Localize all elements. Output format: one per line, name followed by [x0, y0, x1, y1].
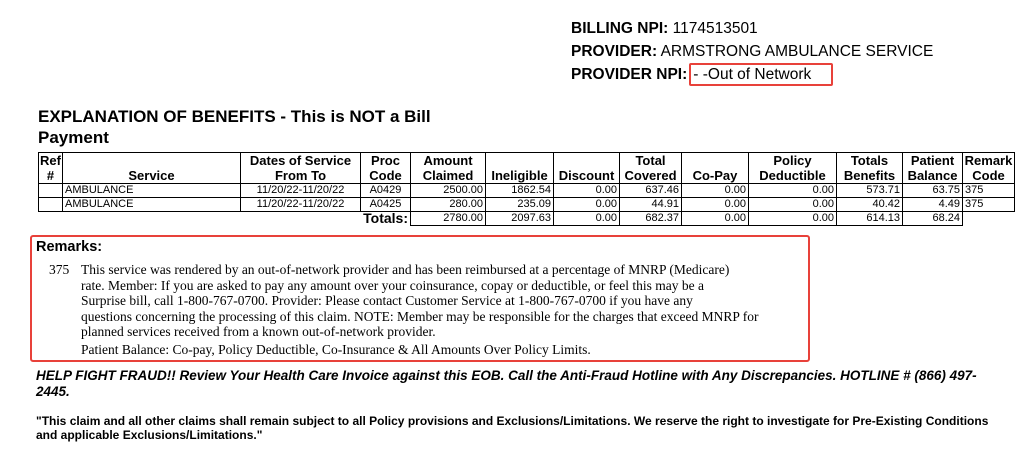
column-header — [486, 153, 554, 184]
column-header — [682, 153, 749, 184]
claims-notice: "This claim and all other claims shall remain subject to all Policy provisions and Exclusions/Limitations. We reserve the right to investigate for Pre-Existing Conditions and applicable Exclusions/Limitations." — [36, 414, 989, 442]
column-header-line: Covered — [624, 168, 677, 183]
provider-label: PROVIDER: — [571, 43, 658, 60]
billing-npi-label: BILLING NPI: — [571, 20, 669, 37]
column-header-line: Benefits — [843, 168, 896, 183]
table-cell: 0.00 — [749, 184, 837, 198]
column-header — [620, 153, 682, 184]
remark-code: 375 — [49, 262, 70, 277]
table-cell: 573.71 — [837, 184, 903, 198]
column-header-line: Patient — [910, 153, 955, 168]
totals-cell: 0.00 — [554, 212, 620, 226]
totals-cell: 0.00 — [682, 212, 749, 226]
eob-table — [38, 152, 1015, 226]
column-header — [241, 153, 361, 184]
column-header — [411, 153, 486, 184]
column-header-line: Code — [369, 168, 402, 183]
column-header-line: Co-Pay — [692, 168, 738, 183]
column-header-line: Code — [972, 168, 1005, 183]
remarks-title: Remarks: — [36, 239, 103, 255]
column-header — [554, 153, 620, 184]
table-cell: 11/20/22-11/20/22 — [241, 184, 361, 198]
column-header-line: Amount — [423, 153, 473, 168]
table-cell: 375 — [963, 184, 1015, 198]
table-cell: 4.49 — [903, 198, 963, 212]
totals-cell: 0.00 — [749, 212, 837, 226]
column-header-line: Deductible — [759, 168, 826, 183]
table-cell: 11/20/22-11/20/22 — [241, 198, 361, 212]
column-header-line: Claimed — [422, 168, 474, 183]
column-header-line: Discount — [558, 168, 615, 183]
table-cell: A0429 — [361, 184, 411, 198]
billing-npi — [571, 17, 933, 40]
column-header — [39, 153, 63, 184]
table-cell: AMBULANCE — [63, 184, 241, 198]
column-header-line: Balance — [907, 168, 958, 183]
page-title: EXPLANATION OF BENEFITS - This is NOT a Bill — [38, 107, 431, 126]
table-cell: 0.00 — [554, 184, 620, 198]
table-row — [39, 198, 1015, 212]
table-cell — [39, 198, 63, 212]
provider-value: ARMSTRONG AMBULANCE SERVICE — [660, 43, 934, 60]
column-header-line: Service — [128, 168, 175, 183]
totals-cell: 2780.00 — [411, 212, 486, 226]
column-header — [361, 153, 411, 184]
table-cell: 0.00 — [554, 198, 620, 212]
table-cell: A0425 — [361, 198, 411, 212]
table-row — [39, 184, 1015, 198]
column-header-line: Totals — [850, 153, 889, 168]
table-cell: 235.09 — [486, 198, 554, 212]
totals-blank-cell — [963, 212, 1015, 226]
remark-line: Patient Balance: Co-pay, Policy Deductible, Co-Insurance & All Amounts Over Policy Limits. — [81, 341, 591, 357]
column-header — [749, 153, 837, 184]
table-cell: 375 — [963, 198, 1015, 212]
remark-line: Surprise bill, call 1-800-767-0700. Provider: Please contact Customer Service at 1-800-767-0700 if you have any — [81, 293, 693, 309]
provider-npi-label: PROVIDER NPI: — [571, 66, 688, 83]
totals-label: Totals: — [39, 212, 411, 226]
totals-cell: 614.13 — [837, 212, 903, 226]
table-cell: 0.00 — [682, 198, 749, 212]
table-cell: AMBULANCE — [63, 198, 241, 212]
remarks-text — [81, 262, 801, 358]
table-cell: 637.46 — [620, 184, 682, 198]
provider-npi-value-highlight: - -Out of Network — [689, 63, 833, 86]
column-header-line: Total — [635, 153, 666, 168]
provider — [571, 40, 933, 63]
table-cell: 40.42 — [837, 198, 903, 212]
column-header — [63, 153, 241, 184]
table-cell: 1862.54 — [486, 184, 554, 198]
column-header — [837, 153, 903, 184]
remark-line: rate. Member: If you are asked to pay any amount over your coinsurance, copay or deductible, or feel this may be a — [81, 277, 705, 293]
fraud-notice: HELP FIGHT FRAUD!! Review Your Health Care Invoice against this EOB. Call the Anti-Fraud Hotline with Any Discrepancies. HOTLINE # (866) 497-2445. — [36, 368, 977, 399]
column-header-line: Ref — [40, 153, 61, 168]
totals-cell: 2097.63 — [486, 212, 554, 226]
column-header — [963, 153, 1015, 184]
table-cell: 280.00 — [411, 198, 486, 212]
provider-npi — [571, 63, 933, 86]
table-cell: 0.00 — [682, 184, 749, 198]
column-header-line: Proc — [371, 153, 400, 168]
section-subtitle: Payment — [38, 128, 109, 147]
remark-line: questions concerning the processing of this claim. NOTE: Member may be responsible for the charges that exceed MNRP for — [81, 308, 759, 324]
table-header-row — [39, 153, 1015, 184]
table-cell: 2500.00 — [411, 184, 486, 198]
column-header-line: Dates of Service — [249, 153, 352, 168]
column-header-line: Policy — [773, 153, 812, 168]
table-cell: 63.75 — [903, 184, 963, 198]
table-cell — [39, 184, 63, 198]
provider-header — [571, 17, 933, 86]
totals-cell: 68.24 — [903, 212, 963, 226]
table-cell: 44.91 — [620, 198, 682, 212]
column-header — [903, 153, 963, 184]
column-header-line: Remark — [964, 153, 1013, 168]
billing-npi-value: 1174513501 — [672, 20, 758, 37]
table-cell: 0.00 — [749, 198, 837, 212]
totals-cell: 682.37 — [620, 212, 682, 226]
remark-line: planned services received from a known out-of-network provider. — [81, 324, 436, 340]
totals-row — [39, 212, 1015, 226]
remark-line: This service was rendered by an out-of-network provider and has been reimbursed at a percentage of MNRP (Medicare) — [81, 262, 730, 277]
column-header-line: From To — [274, 168, 327, 183]
column-header-line: # — [46, 168, 55, 183]
column-header-line: Ineligible — [491, 168, 548, 183]
